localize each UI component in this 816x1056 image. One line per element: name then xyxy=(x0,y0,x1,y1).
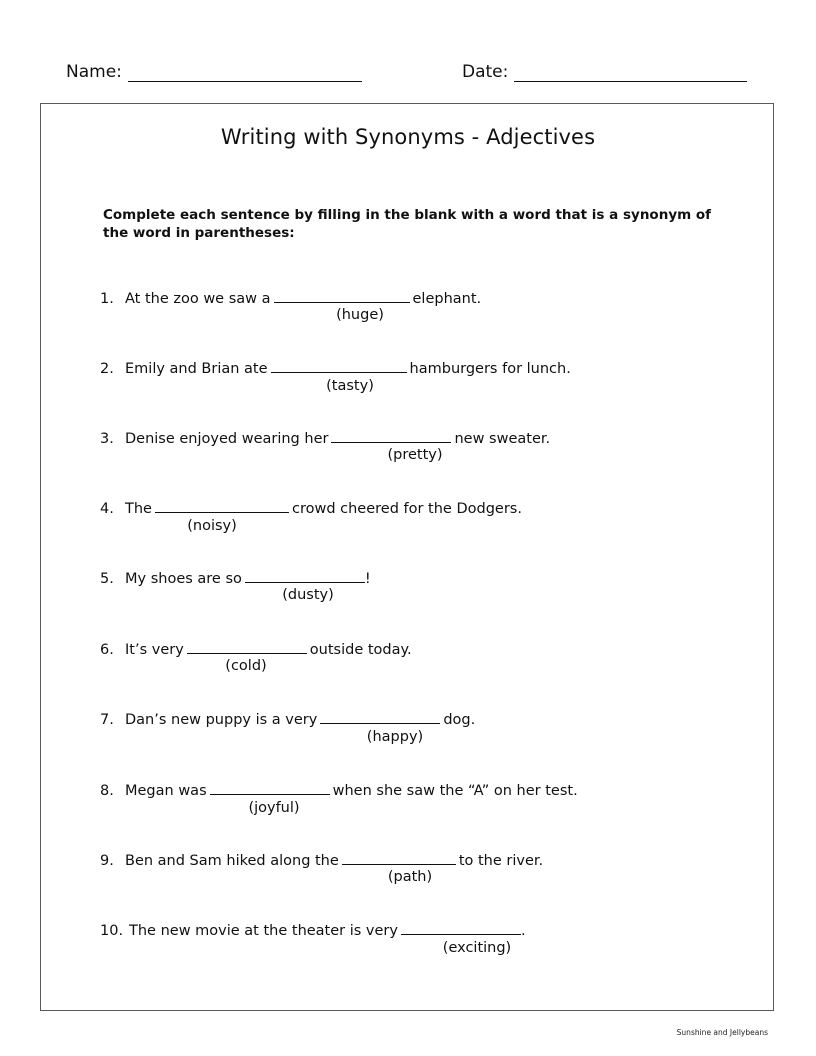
question-2-hint: (tasty) xyxy=(326,378,374,394)
question-number: 6. xyxy=(100,642,114,658)
question-5-hint: (dusty) xyxy=(282,587,334,603)
question-text-before: It’s very xyxy=(125,642,184,658)
question-7 xyxy=(100,709,475,728)
question-number: 4. xyxy=(100,501,114,517)
question-number: 2. xyxy=(100,361,114,377)
answer-blank[interactable] xyxy=(187,639,307,654)
question-text-before: Ben and Sam hiked along the xyxy=(125,853,339,869)
question-1-hint: (huge) xyxy=(336,307,384,323)
name-field[interactable] xyxy=(66,62,362,82)
question-number: 7. xyxy=(100,712,114,728)
question-text-before: My shoes are so xyxy=(125,571,242,587)
name-blank[interactable] xyxy=(128,63,362,82)
name-label: Name: xyxy=(66,62,122,82)
question-text-before: At the zoo we saw a xyxy=(125,291,271,307)
question-8 xyxy=(100,780,578,799)
question-8-hint: (joyful) xyxy=(248,800,300,816)
question-10-hint: (exciting) xyxy=(442,940,512,956)
question-text-after: elephant. xyxy=(412,291,482,307)
question-text-after: crowd cheered for the Dodgers. xyxy=(291,501,522,517)
question-10 xyxy=(100,920,526,939)
question-text-before: Megan was xyxy=(125,783,207,799)
answer-blank[interactable] xyxy=(274,288,410,303)
question-6-hint: (cold) xyxy=(225,658,267,674)
answer-blank[interactable] xyxy=(401,920,521,935)
question-text-before: Emily and Brian ate xyxy=(125,361,268,377)
question-number: 8. xyxy=(100,783,114,799)
question-9-hint: (path) xyxy=(387,869,433,885)
question-text-before: The xyxy=(125,501,152,517)
answer-blank[interactable] xyxy=(155,498,289,513)
date-field[interactable] xyxy=(462,62,747,82)
question-text-after: when she saw the “A” on her test. xyxy=(332,783,578,799)
question-6 xyxy=(100,639,412,658)
question-1 xyxy=(100,288,481,307)
answer-blank[interactable] xyxy=(210,780,330,795)
question-number: 3. xyxy=(100,431,114,447)
question-text-after: to the river. xyxy=(458,853,544,869)
question-text-before: Dan’s new puppy is a very xyxy=(125,712,318,728)
question-text-after: new sweater. xyxy=(454,431,551,447)
worksheet-title: Writing with Synonyms - Adjectives xyxy=(220,125,596,149)
question-text-after: ! xyxy=(364,571,371,587)
question-4 xyxy=(100,498,522,517)
question-2 xyxy=(100,358,571,377)
question-4-hint: (noisy) xyxy=(187,518,237,534)
question-number: 1. xyxy=(100,291,114,307)
question-number: 10. xyxy=(100,923,124,939)
answer-blank[interactable] xyxy=(331,428,451,443)
date-label: Date: xyxy=(462,62,509,82)
instructions: Complete each sentence by filling in the blank with a word that is a synonym of the word in parentheses: xyxy=(103,207,712,241)
question-text-after: outside today. xyxy=(309,642,412,658)
question-7-hint: (happy) xyxy=(366,729,424,745)
date-blank[interactable] xyxy=(514,63,747,82)
answer-blank[interactable] xyxy=(271,358,407,373)
question-3-hint: (pretty) xyxy=(387,447,443,463)
answer-blank[interactable] xyxy=(342,850,456,865)
question-text-after: dog. xyxy=(443,712,476,728)
question-text-after: . xyxy=(520,923,526,939)
answer-blank[interactable] xyxy=(245,568,365,583)
question-number: 9. xyxy=(100,853,114,869)
question-number: 5. xyxy=(100,571,114,587)
question-3 xyxy=(100,428,550,447)
footer-credit: Sunshine and Jellybeans xyxy=(676,1028,768,1037)
question-text-after: hamburgers for lunch. xyxy=(409,361,571,377)
question-9 xyxy=(100,850,543,869)
question-text-before: The new movie at the theater is very xyxy=(129,923,398,939)
question-5 xyxy=(100,568,371,587)
answer-blank[interactable] xyxy=(320,709,440,724)
question-text-before: Denise enjoyed wearing her xyxy=(125,431,329,447)
